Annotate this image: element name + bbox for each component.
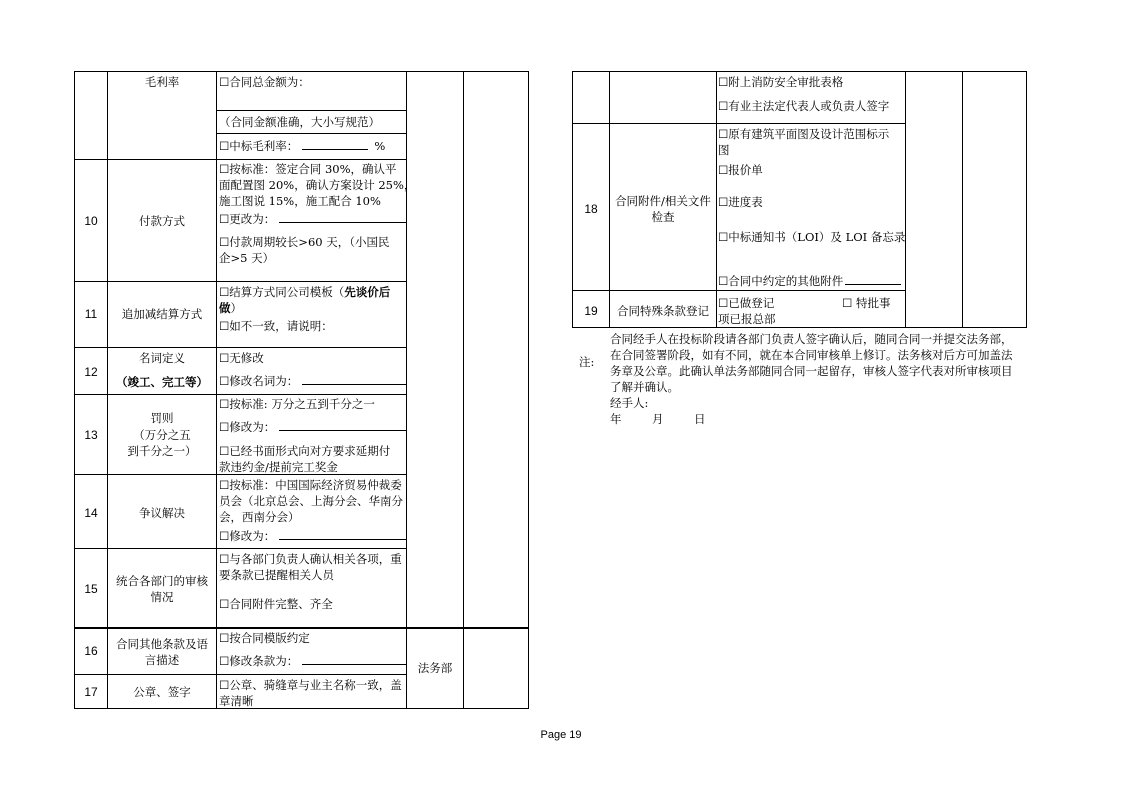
- option-text: ☐修改为：: [219, 419, 407, 435]
- date-day: 日: [694, 412, 706, 426]
- note-line: 务章及公章。此确认单法务部随同合同一起留存，审核人签字代表对所审核项目: [610, 364, 1013, 378]
- option-text: 图: [718, 143, 730, 157]
- note-line: 合同经手人在投标阶段请各部门负责人签字确认后，随同合同一并提交法务部，: [610, 332, 1013, 346]
- fill-blank[interactable]: [302, 653, 406, 665]
- option-text: ☐已做登记: [718, 296, 775, 310]
- table-border: [107, 71, 108, 709]
- option-text: 施工图说 15%，施工配合 10%: [219, 194, 381, 208]
- option-text: ☐合同附件完整、齐全: [219, 597, 333, 611]
- row-separator: [74, 674, 407, 675]
- row-number: 17: [84, 685, 98, 699]
- option-text: ☐有业主法定代表人或负责人签字: [718, 99, 890, 113]
- option-text: ☐按标准: 万分之五到千分之一: [219, 397, 375, 411]
- option-text: ☐按标准：签定合同 30%，确认平: [219, 162, 397, 176]
- option-text: ☐进度表: [718, 195, 763, 209]
- table-border: [463, 71, 464, 709]
- option-text: ☐无修改: [219, 351, 264, 365]
- table-border: [74, 708, 529, 709]
- row-number: 19: [584, 304, 598, 318]
- option-text: 做）: [219, 301, 242, 315]
- table-border: [74, 71, 529, 72]
- row-item-label: 追加减结算方式: [121, 307, 203, 321]
- row-number: 18: [584, 202, 598, 216]
- option-text: ☐已经书面形式向对方要求延期付: [219, 444, 391, 458]
- fill-blank[interactable]: [845, 273, 901, 285]
- cell-separator: [216, 110, 407, 111]
- table-border: [1026, 71, 1027, 328]
- note-line: 在合同签署阶段，如有不同，就在本合同审核单上修订。法务核对后方可加盖法: [610, 348, 1013, 362]
- cell-separator: [216, 133, 407, 134]
- option-text: ☐与各部门负责人确认相关各项，重: [219, 552, 402, 566]
- option-text: ☐结算方式同公司模板（先谈价后: [219, 285, 391, 299]
- row-number: 11: [84, 307, 98, 321]
- row-item-label: 统合各部门的审核: [116, 574, 208, 588]
- option-text: ☐修改名词为：: [219, 373, 406, 389]
- table-border: [962, 71, 963, 328]
- option-text: ☐按标准：中国国际经济贸易仲裁委: [219, 478, 402, 492]
- row-separator: [74, 347, 407, 348]
- option-text: ☐报价单: [718, 163, 763, 177]
- option-text: ☐合同中约定的其他附件: [718, 273, 901, 289]
- option-text: 面配置图 20%，确认方案设计 25%，: [219, 178, 416, 192]
- row-separator: [74, 281, 407, 282]
- row-item-note: （竣工、完工等）: [116, 375, 208, 389]
- row-item-label: 合同特殊条款登记: [617, 304, 709, 318]
- date-month: 月: [652, 412, 664, 426]
- option-text: （合同金额准确，大小写规范）: [219, 115, 380, 129]
- row-item-label: 情况: [150, 590, 174, 604]
- row-item-label: 公章、签字: [133, 685, 191, 699]
- row-number: 14: [84, 506, 98, 520]
- option-text: ☐按合同模版约定: [219, 631, 310, 645]
- row-item-label: 付款方式: [139, 214, 185, 228]
- signer-label: 经手人:: [610, 396, 649, 410]
- fill-blank[interactable]: [279, 419, 407, 431]
- row-separator: [572, 290, 906, 291]
- note-label: 注:: [579, 355, 595, 369]
- table-border: [572, 327, 1027, 328]
- row-separator: [74, 159, 407, 160]
- option-text: ☐原有建筑平面图及设计范围标示: [718, 127, 890, 141]
- option-text: 员会（北京总会、上海分会、华南分: [219, 494, 403, 508]
- row-separator: [74, 548, 407, 549]
- table-border: [572, 71, 1027, 72]
- table-border: [528, 71, 529, 709]
- note-line: 了解并确认。: [610, 380, 679, 394]
- table-border: [406, 71, 407, 709]
- option-text: ☐如不一致，请说明：: [219, 319, 333, 333]
- row-number: 13: [84, 428, 98, 442]
- row-separator: [572, 123, 906, 124]
- row-separator: [74, 394, 407, 395]
- option-text: 企>5 天）: [219, 251, 275, 265]
- option-text: 章清晰: [219, 694, 254, 708]
- option-text: ☐合同总金额为：: [219, 75, 310, 89]
- row-item-label: 合同其他条款及语: [116, 637, 208, 651]
- row-item-label: 争议解决: [139, 506, 185, 520]
- fill-blank[interactable]: [279, 528, 407, 540]
- table-border: [74, 71, 75, 709]
- row-item-label: 言描述: [144, 653, 180, 667]
- option-text: ☐中标毛利率： %: [219, 139, 386, 153]
- row-item-label: 合同附件/相关文件: [615, 194, 711, 208]
- option-text: 款违约金/提前完工奖金: [219, 460, 338, 474]
- row-number: 10: [84, 214, 98, 228]
- option-text: ☐更改为：: [219, 211, 407, 227]
- row-item-label: 名词定义: [139, 351, 185, 365]
- row-item-label: （万分之五: [133, 428, 191, 442]
- option-text: ☐ 特批事: [842, 296, 891, 310]
- option-text: 要条款已提醒相关人员: [219, 568, 334, 582]
- option-text: ☐公章、骑缝章与业主名称一致，盖: [219, 678, 402, 692]
- fill-blank[interactable]: [302, 138, 368, 150]
- row-number: 16: [84, 644, 98, 658]
- fill-blank[interactable]: [302, 373, 406, 385]
- date-year: 年: [610, 412, 622, 426]
- option-text: ☐中标通知书（LOI）及 LOI 备忘录: [718, 230, 906, 244]
- section-separator: [74, 627, 529, 629]
- fill-blank[interactable]: [279, 211, 407, 223]
- table-border: [216, 71, 217, 709]
- option-text: ☐附上消防安全审批表格: [718, 75, 844, 89]
- department-label: 法务部: [417, 661, 453, 675]
- option-text: ☐修改为：: [219, 528, 407, 544]
- row-item-label: 罚则: [150, 411, 174, 425]
- row-item-label: 毛利率: [144, 75, 180, 89]
- row-number: 12: [84, 365, 98, 379]
- option-text: 会，西南分会）: [219, 510, 300, 524]
- option-text: ☐付款周期较长>60 天，（小国民: [219, 235, 390, 249]
- row-item-label: 检查: [651, 210, 675, 224]
- row-item-label: 到千分之一）: [127, 444, 197, 458]
- row-number: 15: [84, 582, 98, 596]
- option-text: 项已报总部: [718, 312, 776, 326]
- page-number: Page 19: [540, 729, 582, 741]
- option-text: ☐修改条款为：: [219, 653, 406, 669]
